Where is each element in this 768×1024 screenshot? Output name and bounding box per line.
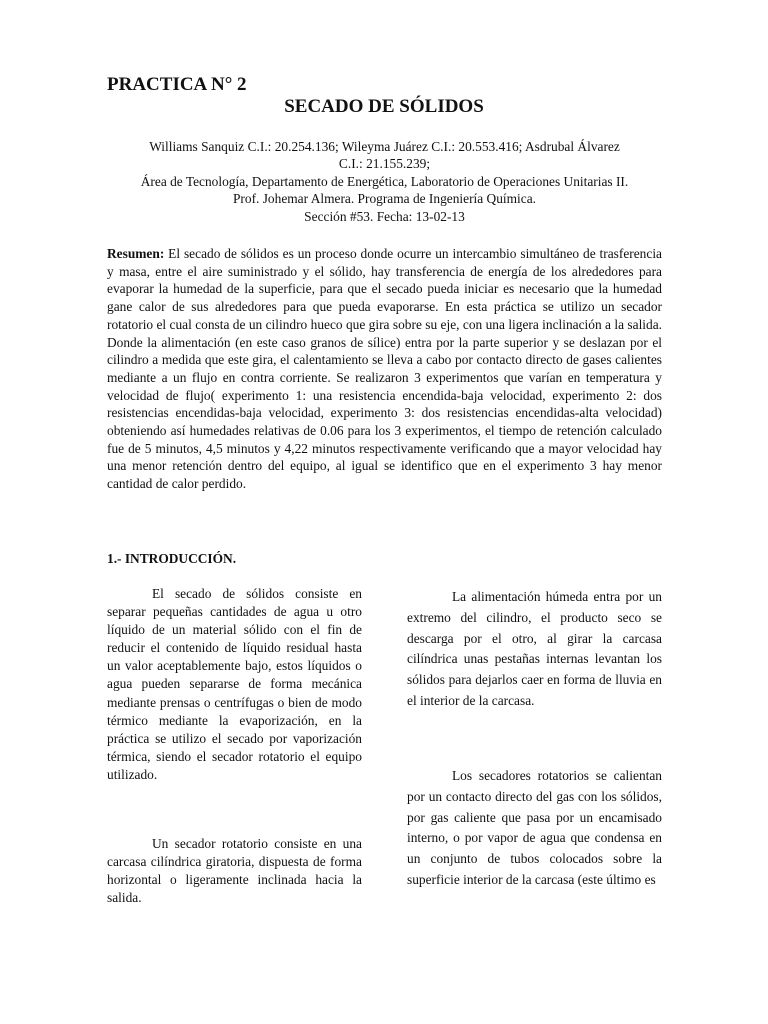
- abstract-paragraph: [107, 245, 662, 493]
- section-heading-introduction: 1.- INTRODUCCIÓN.: [107, 551, 237, 566]
- authors-line-2: C.I.: 21.155.239;: [338, 156, 431, 172]
- practice-number: PRACTICA N° 2: [107, 74, 247, 95]
- professor-line: Prof. Johemar Almera. Programa de Ingeniería Química.: [232, 191, 537, 207]
- affiliation-line: Área de Tecnología, Departamento de Energética, Laboratorio de Operaciones Unitarias II.: [140, 173, 629, 189]
- authors-line-1: Williams Sanquiz C.I.: 20.254.136; Wileyma Juárez C.I.: 20.553.416; Asdrubal Álvarez: [149, 139, 620, 154]
- abstract-text: El secado de sólidos es un proceso donde ocurre un intercambio simultáneo de trasferencia y masa, entre el aire suministrado y el sólido, hay transferencia de energía de los alrededores para evaporar la humedad de la superficie, para que el secado pueda iniciar es necesario que la humedad gane calor de sus alrededores para que pueda evaporarse. En esta práctica se utilizo un secador rotatorio el cual consta de un cilindro hueco que gira sobre su eje, con una ligera inclinación a la salida. Donde la alimentación (en este caso granos de sílice) entra por la parte superior y se deslazan por el cilindro a medida que este gira, el calentamiento se lleva a cabo por contacto directo de gases calientes mediante a un flujo en contra corriente. Se realizaron 3 experimentos que varían en temperatura y velocidad de flujo( experimento 1: una resistencia encendida-baja velocidad, experimento 2: dos resistencias encendidas-baja velocidad, experimento 3: dos resistencias encendidas-alta velocidad) obteniendo así humedades relativas de 0.06 para los 3 experimentos, el tiempo de retención calculado fue de 5 minutos, 4,5 minutos y 4,22 minutos respectivamente verificando que a mayor velocidad hay una menor retención dentro del equipo, al igual se identifico que en el experimento 3 hay menor cantidad de calor perdido.: [107, 246, 662, 492]
- section-date-line: Sección #53. Fecha: 13-02-13: [304, 208, 465, 224]
- right-column-paragraph-2: Los secadores rotatorios se calientan por un contacto directo del gas con los sólidos, por gas caliente que pasa por un encamisado interno, o por vapor de agua que condensa en un conjunto de tubos colocados sobre la superficie interior de la carcasa (este último es: [407, 768, 662, 887]
- abstract-label: Resumen:: [107, 246, 165, 261]
- left-column-paragraph-1: El secado de sólidos consiste en separar pequeñas cantidades de agua u otro líquido de un material sólido con el fin de reducir el contenido de líquido residual hasta un valor aceptablemente bajo, estos líquidos o agua pueden separarse de forma mecánica mediante prensas o centrífugas o bien de modo térmico mediante la evaporización, en la práctica se utilizo el secado por vaporización térmica, siendo el secador rotatorio el equipo utilizado.: [107, 586, 362, 782]
- left-column-paragraph-2: Un secador rotatorio consiste en una carcasa cilíndrica giratoria, dispuesta de forma horizontal o ligeramente inclinada hacia la salida.: [107, 836, 362, 906]
- paper-title: SECADO DE SÓLIDOS: [284, 96, 484, 117]
- right-column-paragraph-1: La alimentación húmeda entra por un extremo del cilindro, el producto seco se descarga por el otro, al girar la carcasa cilíndrica unas pestañas internas levantan los sólidos para dejarlos caer en forma de lluvia en el interior de la carcasa.: [407, 589, 662, 708]
- author-block: [107, 138, 662, 225]
